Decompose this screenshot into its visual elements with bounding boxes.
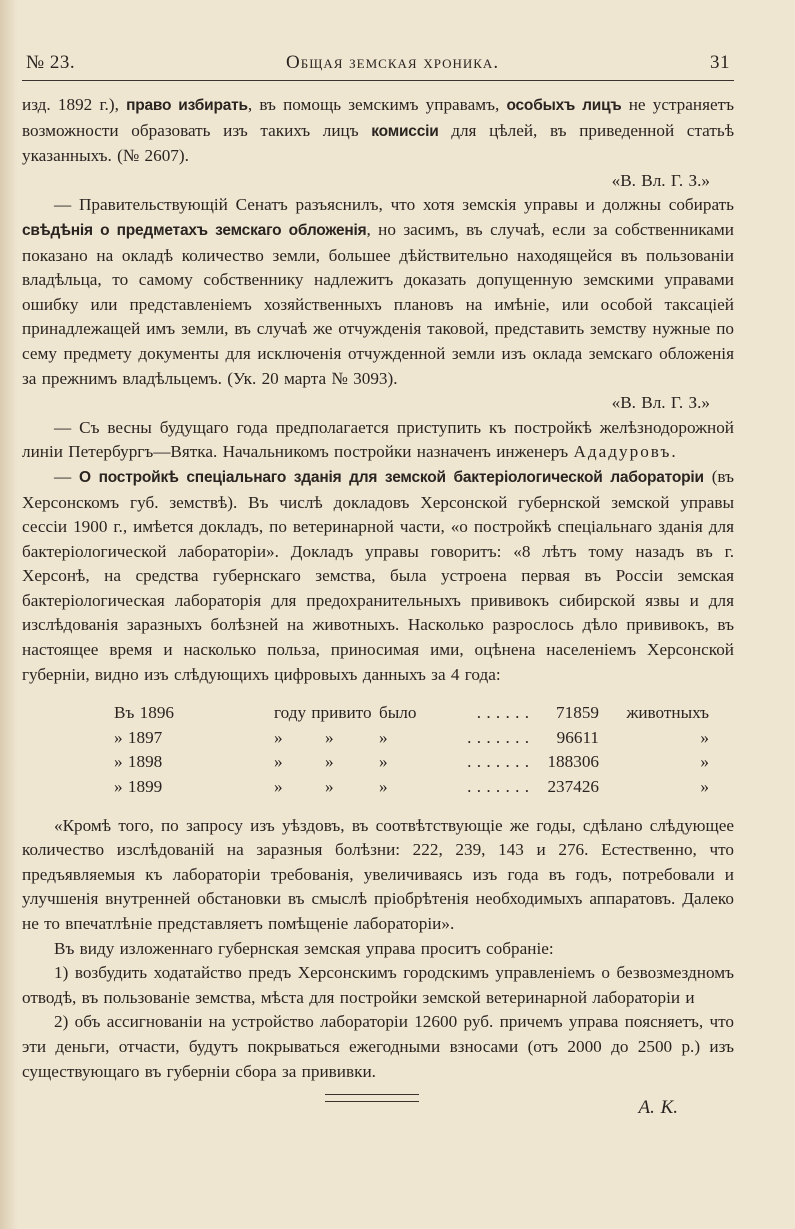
bold-heading: О постройкѣ спеціальнаго зданія для земской бактеріологической лабораторіи (79, 468, 704, 486)
paragraph-6: Въ виду изложеннаго губернская земская управа проситъ собраніе: (54, 938, 554, 958)
section-divider (325, 1094, 419, 1102)
source-citation-1: «В. Вл. Г. З.» (611, 170, 710, 190)
paragraph-5: «Кромѣ того, по запросу изъ уѣздовъ, въ соотвѣтствующіе же годы, сдѣлано слѣдующее количество изслѣдованій на заразныя болѣзни: 222, 239, 143 и 276. Естественно, что предъявляемыя къ лабораторіи требованія, увеличиваясь изъ года въ годъ, потребовали и улучшенія внутренней обстановки въ смыслѣ пріобрѣтенія необходимыхъ аппаратовъ. Далеко не то впечатлѣніе представляетъ помѣщеніе лабораторіи». (22, 815, 734, 933)
bold-phrase: особыхъ лицъ (506, 97, 622, 114)
page-edge-shadow (0, 0, 18, 1229)
page-number: 31 (709, 52, 730, 73)
table-row: Въ 1896 году привито было . . . . . . 71859 животныхъ (114, 703, 709, 723)
bold-phrase: свѣдѣнія о предметахъ земскаго обложенія (22, 221, 367, 239)
list-item-1: 1) возбудить ходатайство предъ Херсонскимъ городскимъ управленіемъ о безвозмездномъ отводѣ, въ пользованіе земства, мѣста для постройки земской ветеринарной лабораторіи и (22, 963, 734, 1007)
author-signature: А. К. (638, 1097, 678, 1119)
table-row: » 1898 » » » . . . . . . . 188306 » (114, 752, 709, 772)
bold-phrase: право избирать (126, 97, 248, 114)
paragraph-2: — Правительствующій Сенатъ разъяснилъ, что хотя земскія управы и должны собирать свѣдѣнія о предметахъ земскаго обложенія, но засимъ, въ случаѣ, если за собственниками показано на окладѣ количество земли, большее дѣйствительно находящейся въ пользованіи владѣльца, то самому собственнику надлежитъ доказать допущенную земскими управами ошибку или представленіемъ хозяйственныхъ плановъ на имѣніе, или особой таксаціей принадлежащей имъ земли, въ случаѣ же отчужденія таковой, представить земству нужные по сему предмету документы для исключенія отчужденной земли изъ оклада земскаго обложенія за прежнимъ владѣльцемъ. (Ук. 20 марта № 3093). (22, 195, 734, 388)
journal-title: Общая земская хроника. (286, 52, 500, 73)
source-citation-2: «В. Вл. Г. З.» (611, 393, 710, 413)
running-header (22, 52, 734, 81)
issue-number: № 23. (26, 52, 76, 73)
paragraph-4: — О постройкѣ спеціальнаго зданія для земской бактеріологической лабораторіи (въ Херсонскомъ губ. земствѣ). Въ числѣ докладовъ Херсонской губернской земской управы сессіи 1900 г., имѣется докладъ, по ветеринарной части, «о постройкѣ спеціальнаго зданія для бактеріологической лабораторіи». Докладъ управы говоритъ: «8 лѣтъ тому назадъ въ г. Херсонѣ, на средства губернскаго земства, была устроена первая въ Россіи земская бактеріологическая лабораторія для предохранительныхъ прививокъ сибирской язвы и для изслѣдованія заразныхъ болѣзней на животныхъ. Насколько разрослось дѣло прививокъ, въ настоящее время и насколько польза, приносимая ими, оцѣнена населеніемъ Херсонской губерніи, видно изъ слѣдующихъ цифровыхъ данныхъ за 4 года: (22, 466, 735, 684)
paragraph-1: изд. 1892 г.), право избирать, въ помощь земскимъ управамъ, особыхъ лицъ не устраняетъ возможности образовать изъ такихъ лицъ комиссіи для цѣлей, въ приведенной статьѣ указанныхъ. (№ 2607). (22, 95, 735, 166)
engineer-name: Ададуровъ (573, 442, 672, 462)
paragraph-3: — Съ весны будущаго года предполагается приступить къ постройкѣ желѣзнодорожной линіи Петербургъ—Вятка. Начальникомъ постройки назначенъ инженеръ Ададуровъ. (22, 417, 734, 462)
table-row: » 1897 » » » . . . . . . . 96611 » (114, 727, 709, 747)
article-body (22, 93, 734, 1121)
list-item-2: 2) объ ассигнованіи на устройство лабораторіи 12600 руб. причемъ управа поясняетъ, что эти деньги, отчасти, будутъ покрываться ежегодными взносами (отъ 2000 до 2500 р.) изъ существующаго въ губерніи сбора за прививки. (22, 1012, 734, 1081)
page (22, 52, 734, 1121)
vaccination-table (114, 701, 709, 799)
table-row: » 1899 » » » . . . . . . . 237426 » (114, 777, 709, 797)
bold-phrase: комиссіи (371, 122, 439, 140)
